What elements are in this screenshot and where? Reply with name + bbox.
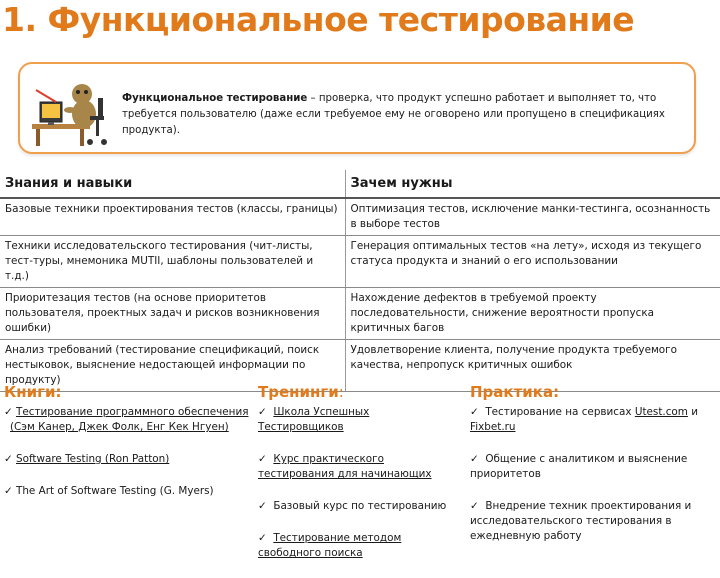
training-link[interactable]: Тестирование методом свободного поиска xyxy=(258,532,402,559)
table-header-row xyxy=(0,170,720,198)
check-icon: ✓ xyxy=(4,453,13,465)
definition-term: Функциональное тестирование xyxy=(122,93,308,104)
training-link[interactable]: Курс практического тестирования для начинающих xyxy=(258,453,432,480)
trainings-column xyxy=(258,383,458,578)
training-item xyxy=(258,499,458,514)
training-text: Базовый курс по тестированию xyxy=(273,500,447,512)
book-text: The Art of Software Testing (G. Myers) xyxy=(16,485,214,497)
practice-item xyxy=(470,499,710,544)
book-item xyxy=(4,405,249,435)
check-icon: ✓ xyxy=(470,453,479,465)
practice-heading: Практика: xyxy=(470,383,560,401)
training-item xyxy=(258,405,458,435)
trainings-heading xyxy=(258,383,458,401)
book-link[interactable]: Тестирование программного обеспечения xyxy=(16,406,249,418)
check-icon: ✓ xyxy=(258,500,267,512)
practice-text: Внедрение техник проектирования и исследовательского тестирования в ежедневную работу xyxy=(470,500,692,542)
training-item xyxy=(258,452,458,482)
practice-text-and: и xyxy=(687,406,698,418)
table-cell-skill: Базовые техники проектирования тестов (классы, границы) xyxy=(0,198,345,236)
training-item xyxy=(258,531,458,561)
check-icon: ✓ xyxy=(258,453,267,465)
definition-box xyxy=(18,62,696,154)
check-icon: ✓ xyxy=(470,500,479,512)
table-cell-skill: Анализ требований (тестирование спецификаций, поиск нестыковок, выяснение недостающей информации по продукту) xyxy=(0,340,345,392)
book-authors[interactable]: (Сэм Канер, Джек Фолк, Енг Кек Нгуен) xyxy=(10,421,229,433)
practice-item xyxy=(470,452,710,482)
header-skills: Знания и навыки xyxy=(0,170,345,198)
book-item xyxy=(4,484,249,499)
check-icon: ✓ xyxy=(258,532,267,544)
table-row xyxy=(0,236,720,288)
trainings-heading-colon: : xyxy=(338,383,344,401)
books-heading: Книги: xyxy=(4,383,62,401)
training-link[interactable]: Школа Успешных Тестировщиков xyxy=(258,406,370,433)
trainings-heading-text: Тренинги xyxy=(258,383,339,401)
table-cell-purpose: Генерация оптимальных тестов «на лету», исходя из текущего статуса продукта и знаний о его использовании xyxy=(345,236,720,288)
table-cell-purpose: Удовлетворение клиента, получение продукта требуемого качества, непропуск критичных ошибок xyxy=(345,340,720,392)
table-cell-skill: Приоритезация тестов (на основе приоритетов пользователя, проектных задач и рисков возникновения ошибки) xyxy=(0,288,345,340)
tester-illustration xyxy=(30,72,114,148)
check-icon: ✓ xyxy=(258,406,267,418)
table-row xyxy=(0,288,720,340)
table-row xyxy=(0,198,720,236)
books-column xyxy=(4,383,249,516)
utest-link[interactable]: Utest.com xyxy=(634,406,688,418)
check-icon: ✓ xyxy=(4,485,13,497)
header-purpose: Зачем нужны xyxy=(345,170,720,198)
book-link[interactable]: Software Testing (Ron Patton) xyxy=(16,453,170,465)
table-cell-skill: Техники исследовательского тестирования (чит-листы, тест-туры, мнемоника MUTII, шаблоны пользователей и т.д.) xyxy=(0,236,345,288)
page-title: 1. Функциональное тестирование xyxy=(2,0,635,39)
practice-text: Общение с аналитиком и выяснение приоритетов xyxy=(470,453,688,480)
skills-table xyxy=(0,170,720,392)
practice-item xyxy=(470,405,710,435)
check-icon: ✓ xyxy=(4,406,13,418)
table-cell-purpose: Оптимизация тестов, исключение манки-тестинга, осознанность в выборе тестов xyxy=(345,198,720,236)
definition-body: – проверка, что продукт успешно работает и выполняет то, что требуется пользователю (даже если требуемое ему не оговорено или пропущено в спецификациях продукта). xyxy=(122,93,665,136)
check-icon: ✓ xyxy=(470,406,479,418)
fixbet-link[interactable]: Fixbet.ru xyxy=(470,421,516,433)
practice-column xyxy=(470,383,710,561)
practice-text: Тестирование на сервисах xyxy=(485,406,635,418)
table-cell-purpose: Нахождение дефектов в требуемой проекту последовательности, снижение вероятности пропуска критичных багов xyxy=(345,288,720,340)
book-item xyxy=(4,452,249,467)
definition-text xyxy=(122,91,688,139)
